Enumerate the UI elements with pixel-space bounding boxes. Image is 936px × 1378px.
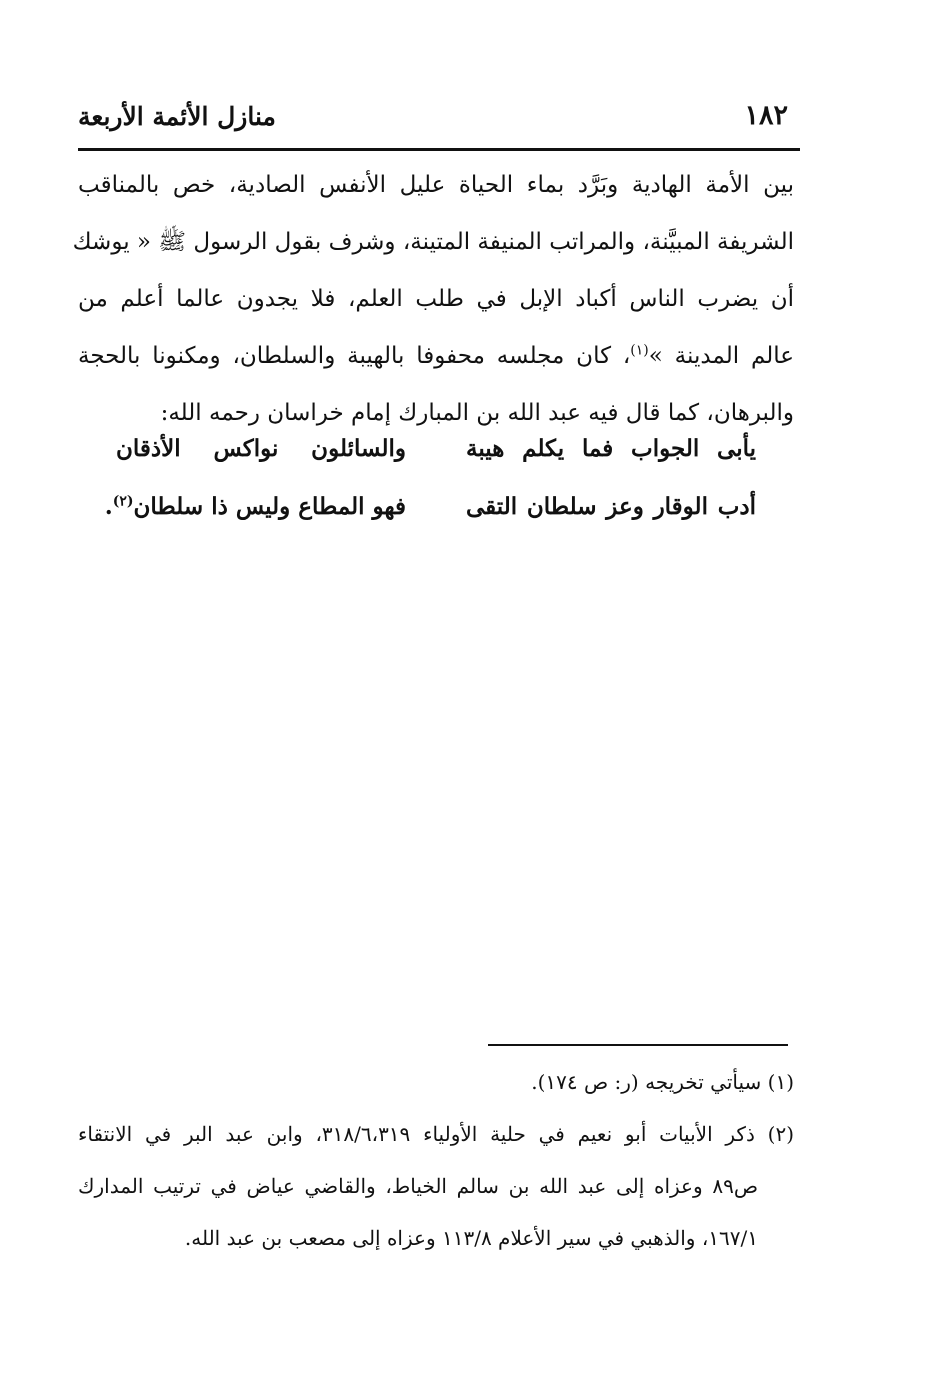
verse-second-hemistich (104, 493, 406, 520)
running-title: منازل الأئمة الأربعة (78, 102, 276, 131)
footnote-marker: (١) (630, 342, 649, 359)
footnotes (78, 1060, 794, 1268)
verse-first-hemistich: يأبى الجواب فما يكلم هيبة (466, 435, 756, 462)
page-header (78, 100, 798, 146)
footnote-line: ص٨٩ وعزاه إلى عبد الله بن سالم الخياط، والقاضي عياض في ترتيب المدارك (78, 1174, 758, 1198)
verse-end: . (104, 493, 113, 520)
page-number: ١٨٢ (744, 100, 788, 131)
footnote-line: ١٦٧/١، والذهبي في سير الأعلام ١١٣/٨ وعزاه إلى مصعب بن عبد الله. (184, 1226, 758, 1250)
verse-line (116, 435, 756, 493)
footnote-marker: (٢) (112, 493, 134, 510)
footnote-rule (488, 1044, 788, 1046)
body-line: أن يضرب الناس أكباد الإبل في طلب العلم، فلا يجدون عالما أعلم من (78, 286, 794, 312)
verse-second-hemistich: والسائلون نواكس الأذقان (116, 435, 406, 462)
footnote-line: (٢) ذكر الأبيات أبو نعيم في حلية الأولياء ٣١٨/٦،٣١٩، وابن عبد البر في الانتقاء (78, 1122, 794, 1146)
body-line (78, 331, 794, 388)
verse-line (104, 493, 756, 551)
body-line-end: ، كان مجلسه محفوفا بالهيبة والسلطان، ومكنونا بالحجة (78, 343, 631, 369)
body-line: بين الأمة الهادية وبَرَّد بماء الحياة عليل الأنفس الصادية، خص بالمناقب (78, 172, 794, 198)
header-rule (78, 148, 800, 151)
body-paragraph (72, 160, 794, 445)
body-line: والبرهان، كما قال فيه عبد الله بن المبارك إمام خراسان رحمه الله: (160, 400, 794, 426)
body-line: الشريفة المبيَّنة، والمراتب المنيفة المتينة، وشرف بقول الرسول ﷺ « يوشك (72, 229, 794, 255)
verse-text: فهو المطاع وليس ذا سلطان (133, 493, 406, 520)
body-line-start: عالم المدينة » (648, 343, 794, 369)
poem-verses (104, 435, 756, 551)
footnote-line: (١) سيأتي تخريجه (ر: ص ١٧٤). (531, 1070, 794, 1094)
verse-first-hemistich: أدب الوقار وعز سلطان التقى (466, 493, 756, 520)
